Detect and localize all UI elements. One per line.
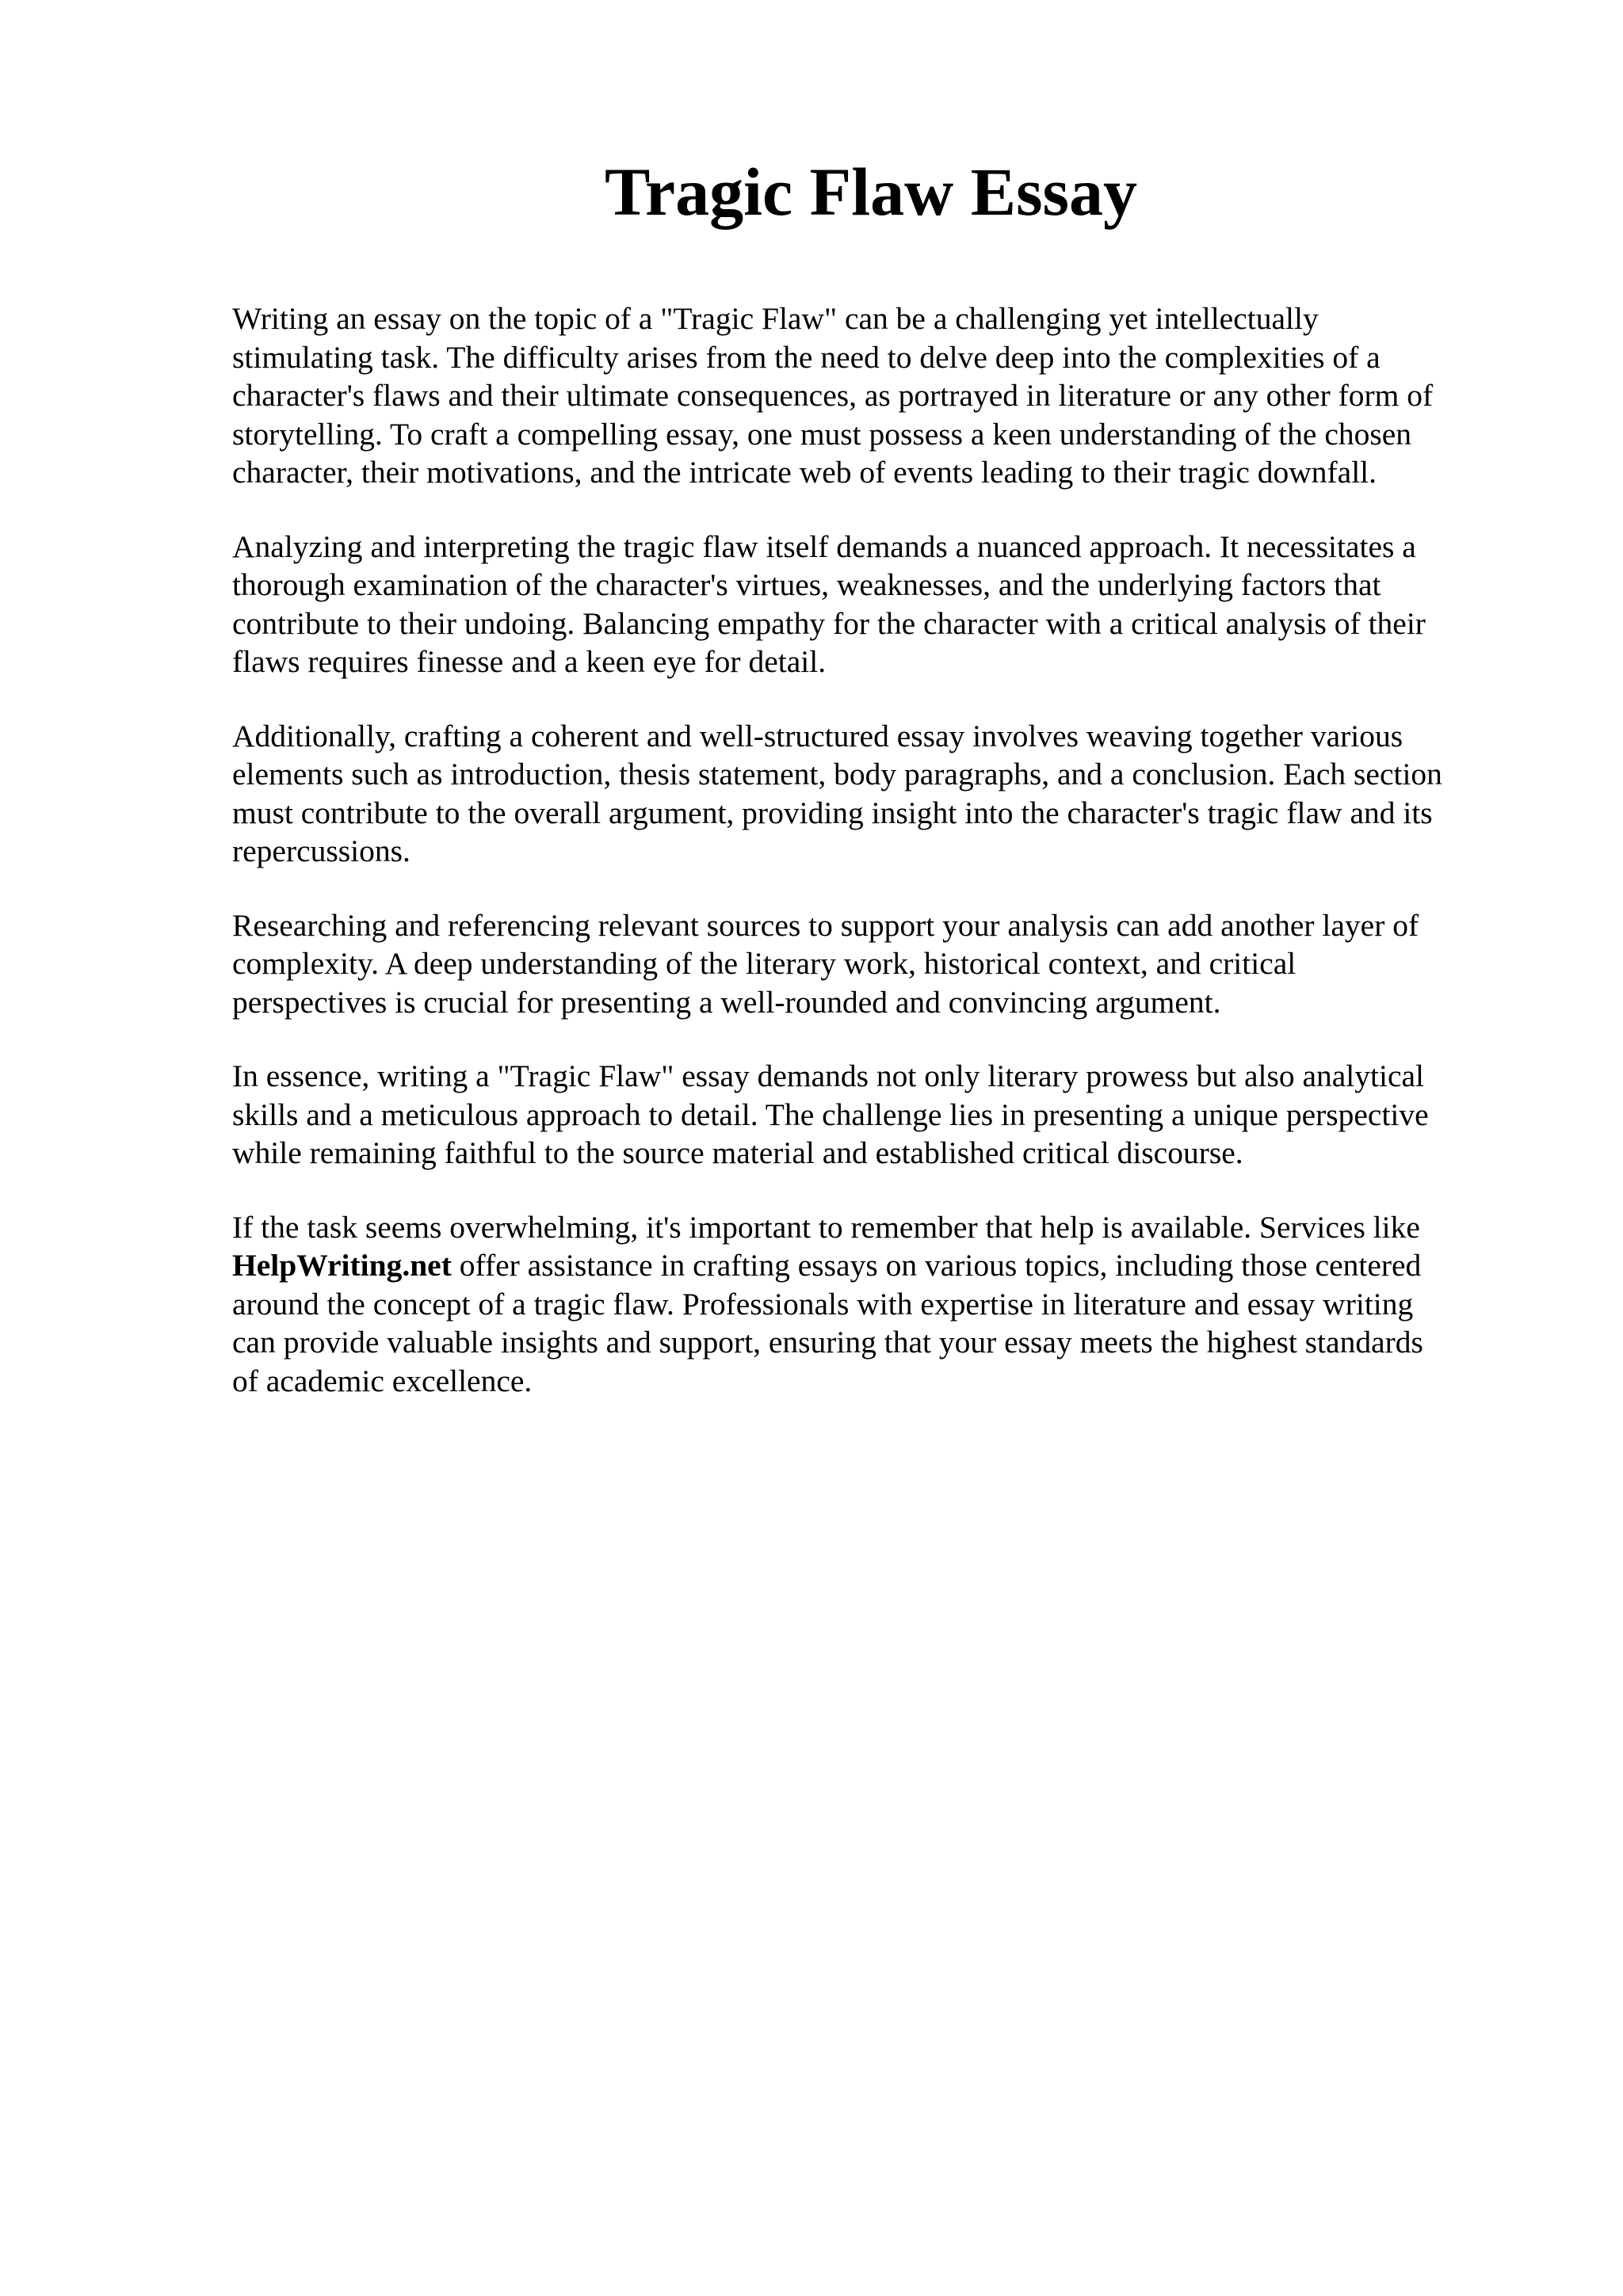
paragraph-5 bbox=[232, 1057, 1516, 1173]
text-line-rest: offer assistance in crafting essays on various topics, including those centered bbox=[451, 1248, 1422, 1283]
text-line: must contribute to the overall argument, providing insight into the character's tragic flaw and its bbox=[232, 795, 1433, 830]
text-line: Researching and referencing relevant sources to support your analysis can add another layer of bbox=[232, 907, 1419, 943]
paragraph-2 bbox=[232, 528, 1516, 681]
text-line: elements such as introduction, thesis statement, body paragraphs, and a conclusion. Each section bbox=[232, 757, 1442, 791]
text-line: of academic excellence. bbox=[232, 1363, 533, 1398]
text-line: can provide valuable insights and support, ensuring that your essay meets the highest standards bbox=[232, 1325, 1423, 1360]
text-line: perspectives is crucial for presenting a well-rounded and convincing argument. bbox=[232, 984, 1221, 1020]
brand-name: HelpWriting.net bbox=[232, 1248, 452, 1283]
text-line: thorough examination of the character's virtues, weaknesses, and the underlying factors that bbox=[232, 567, 1381, 602]
text-line: stimulating task. The difficulty arises from the need to delve deep into the complexities of a bbox=[232, 339, 1381, 375]
text-line: In essence, writing a "Tragic Flaw" essay demands not only literary prowess but also analytical bbox=[232, 1058, 1425, 1093]
text-line: flaws requires finesse and a keen eye for detail. bbox=[232, 644, 827, 679]
document-body bbox=[232, 299, 1516, 1436]
paragraph-3 bbox=[232, 717, 1516, 871]
paragraph-4 bbox=[232, 906, 1516, 1022]
text-line: Additionally, crafting a coherent and well-structured essay involves weaving together various bbox=[232, 718, 1403, 753]
text-line: Analyzing and interpreting the tragic flaw itself demands a nuanced approach. It necessitates a bbox=[232, 528, 1416, 564]
paragraph-6 bbox=[232, 1208, 1516, 1401]
document-title: Tragic Flaw Essay bbox=[604, 154, 1138, 230]
text-line bbox=[232, 1246, 1516, 1285]
text-line: contribute to their undoing. Balancing empathy for the character with a critical analysis of their bbox=[232, 605, 1426, 641]
paragraph-1 bbox=[232, 299, 1516, 492]
text-line: character, their motivations, and the intricate web of events leading to their tragic downfall. bbox=[232, 455, 1377, 490]
text-line: If the task seems overwhelming, it's important to remember that help is available. Services like bbox=[232, 1209, 1420, 1245]
text-line: repercussions. bbox=[232, 833, 411, 868]
text-line: Writing an essay on the topic of a "Tragic Flaw" can be a challenging yet intellectually bbox=[232, 301, 1319, 336]
text-line: skills and a meticulous approach to detail. The challenge lies in presenting a unique perspective bbox=[232, 1097, 1429, 1132]
text-line: storytelling. To craft a compelling essay, one must possess a keen understanding of the chosen bbox=[232, 416, 1412, 452]
text-line: while remaining faithful to the source material and established critical discourse. bbox=[232, 1135, 1243, 1170]
text-line: character's flaws and their ultimate consequences, as portrayed in literature or any other form of bbox=[232, 378, 1434, 413]
text-line: around the concept of a tragic flaw. Professionals with expertise in literature and essay writing bbox=[232, 1286, 1414, 1322]
text-line: complexity. A deep understanding of the literary work, historical context, and critical bbox=[232, 946, 1296, 981]
